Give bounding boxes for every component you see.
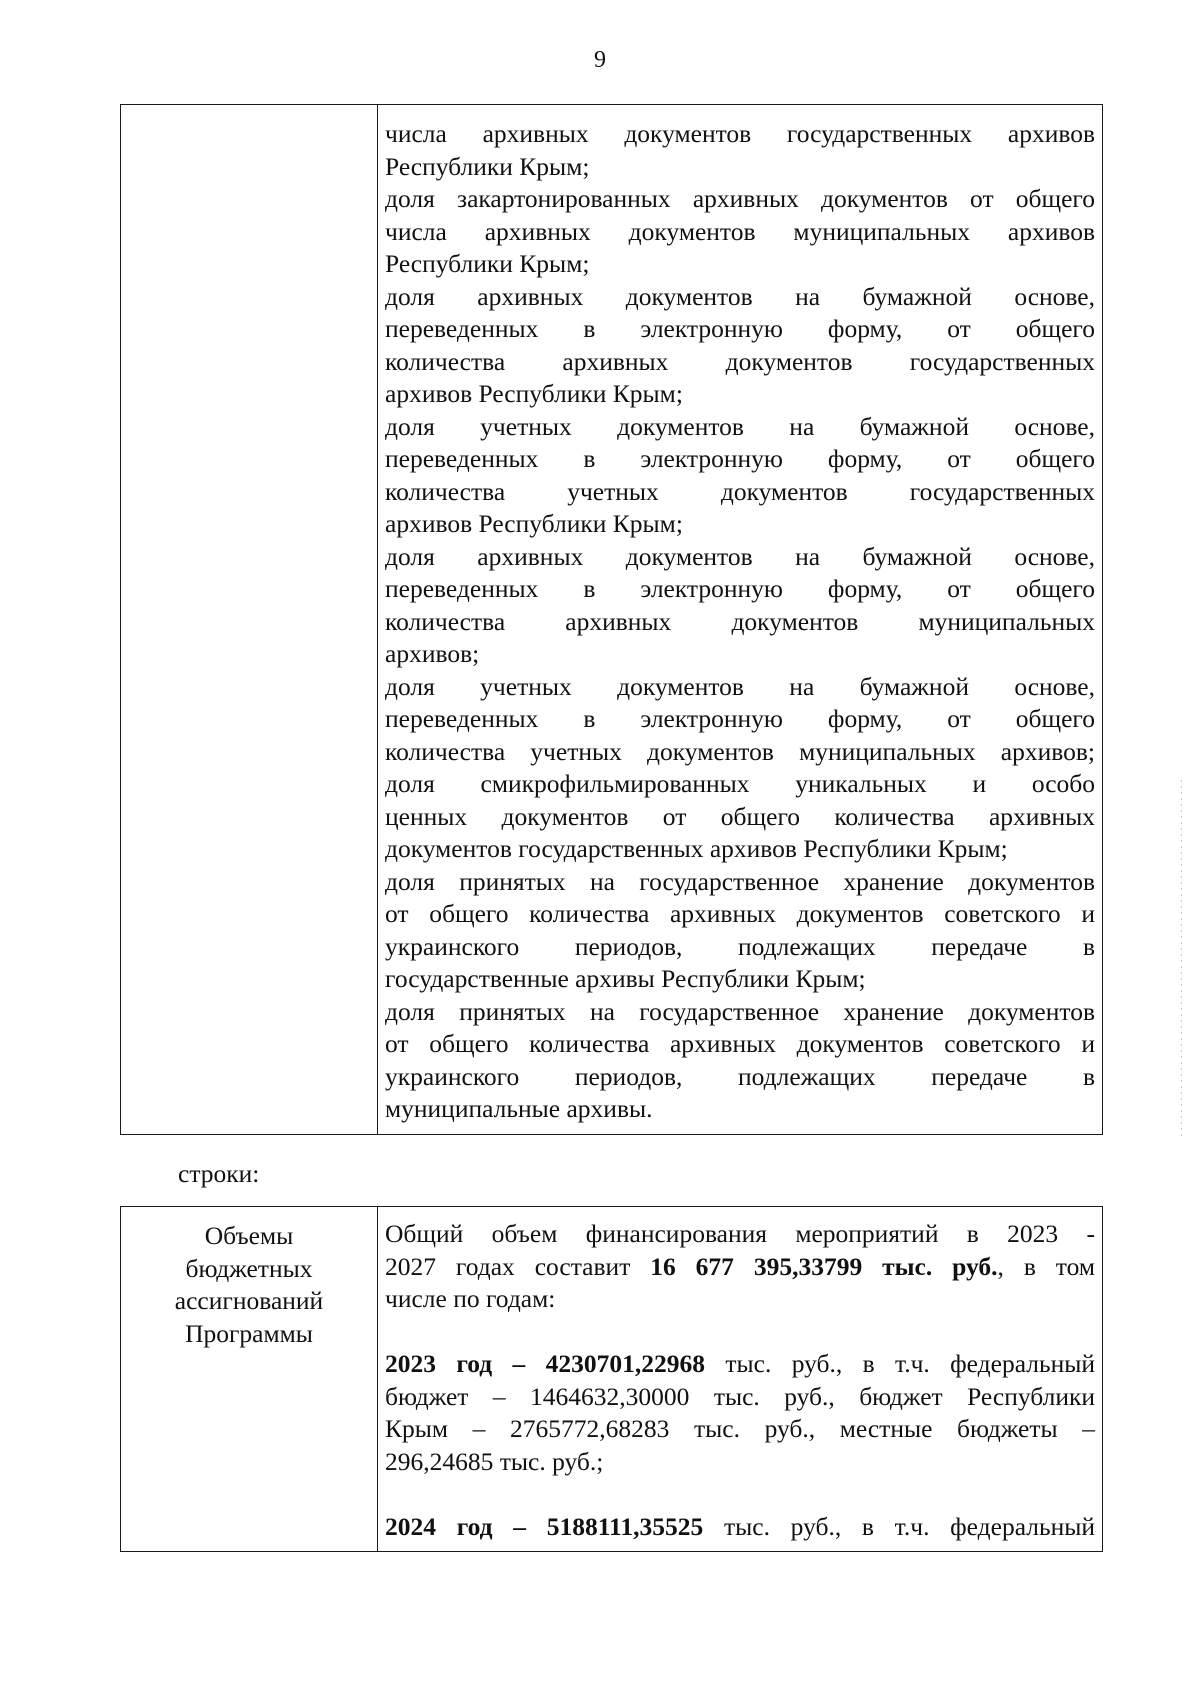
- indicator-line: ценных документов от общего количества архивных: [385, 801, 1095, 831]
- indicator-line: доля учетных документов на бумажной основе,: [385, 411, 1095, 441]
- indicator-line: количества архивных документов государственных: [385, 346, 1095, 376]
- total-amount: 16 677 395,33799 тыс. руб.: [650, 1251, 998, 1281]
- indicator-line: переведенных в электронную форму, от общего: [385, 704, 1095, 733]
- budget-intro-line-2: 2027 годах составит 16 677 395,33799 тыс. руб., в том: [385, 1251, 1095, 1281]
- indicator-line: доля принятых на государственное хранение документов: [385, 996, 1095, 1026]
- budget-label-line: Объемы: [204, 1221, 294, 1250]
- indicator-line: от общего количества архивных документов советского и: [385, 1029, 1095, 1058]
- rows-label: строки:: [178, 1159, 260, 1188]
- indicator-line: архивов;: [385, 639, 480, 668]
- budget-label-line: Программы: [185, 1318, 313, 1348]
- budget-intro-line-3: числе по годам:: [385, 1284, 556, 1313]
- indicator-line: украинского периодов, подлежащих передаче в: [385, 1061, 1095, 1091]
- indicator-line: доля архивных документов на бумажной основе,: [385, 281, 1095, 311]
- year-2023-line-2: бюджет – 1464632,30000 тыс. руб., бюджет Республики: [385, 1381, 1095, 1411]
- scan-artifact: [1181, 780, 1182, 1140]
- indicator-line: доля архивных документов на бумажной основе,: [385, 541, 1095, 571]
- indicator-line: переведенных в электронную форму, от общего: [385, 314, 1095, 343]
- indicator-line: переведенных в электронную форму, от общего: [385, 574, 1095, 603]
- indicator-line: документов государственных архивов Республики Крым;: [385, 834, 1008, 863]
- table-row: [121, 1207, 1103, 1552]
- budget-label-line: ассигнований: [174, 1286, 324, 1315]
- year-2024-heading: 2024 год – 5188111,35525: [385, 1511, 704, 1541]
- budget-table: [120, 1206, 1103, 1552]
- budget-text-cell: [378, 1207, 1103, 1552]
- indicator-line: Республики Крым;: [385, 249, 590, 278]
- budget-label-cell: [121, 1207, 378, 1552]
- indicator-line: Республики Крым;: [385, 151, 590, 181]
- indicator-line: украинского периодов, подлежащих передаче в: [385, 931, 1095, 961]
- table-row: [121, 105, 1103, 1135]
- indicator-line: количества архивных документов муниципальных: [385, 606, 1095, 636]
- year-2024-line-1: 2024 год – 5188111,35525 тыс. руб., в т.ч. федеральный: [385, 1511, 1096, 1541]
- page-number: 9: [594, 47, 606, 73]
- year-2023-line-3: Крым – 2765772,68283 тыс. руб., местные бюджеты –: [385, 1414, 1095, 1443]
- indicator-line: государственные архивы Республики Крым;: [385, 964, 866, 993]
- indicator-line: архивов Республики Крым;: [385, 379, 683, 408]
- indicator-line: числа архивных документов государственных архивов: [385, 119, 1095, 148]
- indicator-line: от общего количества архивных документов советского и: [385, 899, 1095, 928]
- year-2023-heading: 2023 год – 4230701,22968: [385, 1349, 706, 1378]
- indicators-list-cell: [378, 105, 1103, 1135]
- budget-label: [121, 1207, 377, 1350]
- spacer: [385, 1478, 1095, 1511]
- table-cell-left-empty: [121, 105, 378, 1135]
- indicator-line: доля учетных документов на бумажной основе,: [385, 671, 1095, 701]
- year-2023-line-4: 296,24685 тыс. руб.;: [385, 1446, 604, 1476]
- indicator-line: доля закартонированных архивных документов от общего: [385, 184, 1095, 213]
- indicator-line: переведенных в электронную форму, от общего: [385, 444, 1095, 473]
- indicator-line: числа архивных документов муниципальных архивов: [385, 216, 1095, 246]
- spacer: [385, 1316, 1095, 1349]
- indicator-line: муниципальные архивы.: [385, 1094, 653, 1123]
- budget-label-line: бюджетных: [185, 1253, 313, 1283]
- budget-intro-line-1: Общий объем финансирования мероприятий в 2023 -: [385, 1219, 1095, 1248]
- indicator-line: доля смикрофильмированных уникальных и особо: [385, 769, 1095, 798]
- indicator-line: доля принятых на государственное хранение документов: [385, 866, 1095, 896]
- indicator-line: архивов Республики Крым;: [385, 509, 683, 538]
- indicator-line: количества учетных документов муниципальных архивов;: [385, 736, 1095, 766]
- indicator-line: количества учетных документов государственных: [385, 476, 1095, 506]
- indicators-table: [120, 104, 1103, 1135]
- year-2023-line-1: 2023 год – 4230701,22968 тыс. руб., в т.ч. федеральный: [385, 1349, 1096, 1378]
